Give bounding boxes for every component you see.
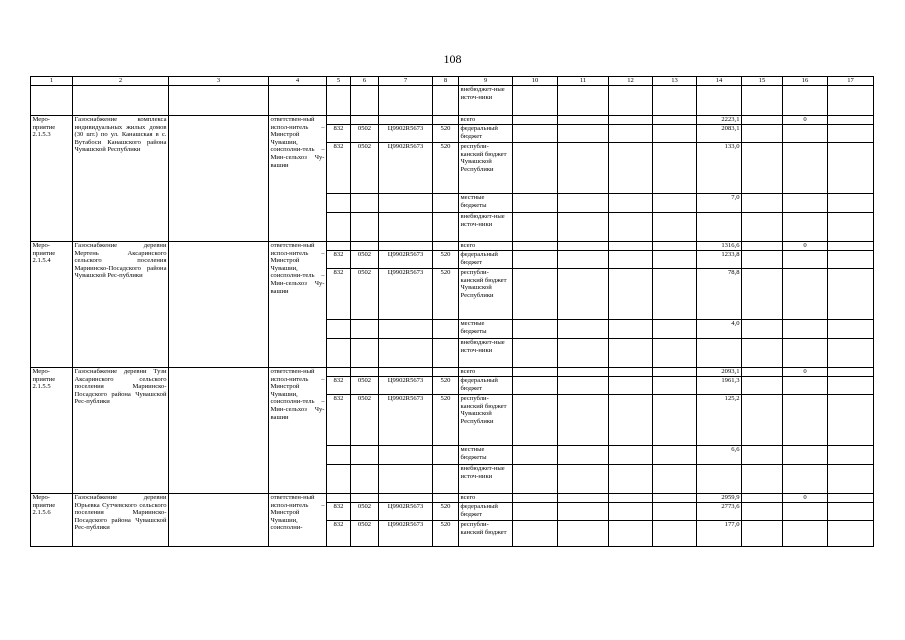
empty-cell [828,194,874,213]
code-expense: 520 [433,503,459,521]
funding-source: всего [459,116,513,125]
empty-cell [513,194,558,213]
empty-cell [513,242,558,251]
funding-source: внебюджет-ные источ-ники [459,339,513,368]
empty-cell [609,521,653,547]
budget-table [30,76,874,547]
empty-cell [828,521,874,547]
empty-cell [828,251,874,269]
empty-cell [742,143,783,194]
empty-cell [379,194,433,213]
column-number: 8 [433,77,459,86]
empty-cell [653,446,697,465]
empty-cell [513,503,558,521]
empty-cell [742,521,783,547]
empty-cell [653,377,697,395]
empty-cell [653,339,697,368]
measure-description: Газоснабжение деревни Тузи Аксаринского сельского поселения Мариинско-Посадского района Чувашской Рес-публики [73,368,169,494]
empty-cell [327,242,351,251]
empty-cell [742,395,783,446]
empty-cell [653,320,697,339]
empty-cell [653,242,697,251]
empty-cell [379,86,433,116]
federal-value: 1961,3 [697,377,742,395]
empty-cell [513,269,558,320]
empty-cell [327,86,351,116]
funding-source: внебюджет-ные источ-ники [459,213,513,242]
empty-cell [351,86,379,116]
column-number: 2 [73,77,169,86]
funding-source: республи-канский бюджет Чувашской Республики [459,395,513,446]
funding-source: местные бюджеты [459,320,513,339]
code-gp: 832 [327,395,351,446]
republic-value: 125,2 [697,395,742,446]
federal-value: 1233,8 [697,251,742,269]
empty-cell [742,377,783,395]
empty-cell [742,213,783,242]
empty-cell [609,116,653,125]
empty-cell [558,503,609,521]
funding-source: республи-канский бюджет Чувашской Республики [459,143,513,194]
funding-source: местные бюджеты [459,194,513,213]
empty-cell [169,242,269,368]
col16-value: 0 [783,242,828,251]
code-gp: 832 [327,143,351,194]
funding-source: республи-канский бюджет Чувашской Республики [459,269,513,320]
empty-cell [169,494,269,547]
column-number: 7 [379,77,433,86]
empty-cell [169,368,269,494]
empty-cell [433,242,459,251]
empty-cell [513,339,558,368]
local-value: 7,0 [697,194,742,213]
column-number: 16 [783,77,828,86]
code-target: Ц9902R5673 [379,125,433,143]
empty-cell [609,377,653,395]
empty-cell [742,465,783,494]
empty-cell [351,116,379,125]
empty-cell [513,116,558,125]
empty-cell [609,194,653,213]
empty-cell [653,368,697,377]
empty-cell [513,125,558,143]
empty-cell [379,213,433,242]
empty-cell [609,125,653,143]
empty-cell [783,503,828,521]
code-gp: 832 [327,377,351,395]
empty-cell [513,251,558,269]
empty-cell [742,242,783,251]
empty-cell [269,86,327,116]
empty-cell [379,116,433,125]
empty-cell [742,320,783,339]
funding-source: федеральный бюджет [459,503,513,521]
empty-cell [828,446,874,465]
measure-label: Меро-приятие 2.1.5.3 [31,116,73,242]
empty-cell [653,213,697,242]
executor: ответствен-ный испол-нитель – Минстрой Чувашии, соисполни-тель – Мин-сельхоз Чу-вашии [269,242,327,368]
empty-cell [327,368,351,377]
empty-cell [783,339,828,368]
empty-cell [697,465,742,494]
empty-cell [351,320,379,339]
table-row [31,86,874,116]
local-value: 4,0 [697,320,742,339]
empty-cell [697,86,742,116]
table-row [31,242,874,251]
empty-cell [742,269,783,320]
empty-cell [351,368,379,377]
empty-cell [653,143,697,194]
code-expense: 520 [433,143,459,194]
empty-cell [653,395,697,446]
empty-cell [783,213,828,242]
empty-cell [558,125,609,143]
executor: ответствен-ный испол-нитель – Минстрой Чувашии, соисполни-тель – Мин-сельхоз Чу-вашии [269,116,327,242]
empty-cell [828,503,874,521]
code-section: 0502 [351,377,379,395]
empty-cell [351,194,379,213]
measure-label: Меро-приятие 2.1.5.6 [31,494,73,547]
empty-cell [783,446,828,465]
column-number: 3 [169,77,269,86]
empty-cell [558,465,609,494]
column-number: 5 [327,77,351,86]
republic-value: 78,8 [697,269,742,320]
empty-cell [653,269,697,320]
empty-cell [558,395,609,446]
empty-cell [609,368,653,377]
empty-cell [513,395,558,446]
funding-source: всего [459,494,513,503]
empty-cell [828,143,874,194]
empty-cell [783,269,828,320]
local-value: 6,6 [697,446,742,465]
empty-cell [558,446,609,465]
empty-cell [558,494,609,503]
empty-cell [513,377,558,395]
column-number: 1 [31,77,73,86]
empty-cell [433,213,459,242]
empty-cell [513,465,558,494]
empty-cell [783,194,828,213]
empty-cell [169,86,269,116]
funding-source: федеральный бюджет [459,377,513,395]
empty-cell [513,213,558,242]
empty-cell [783,395,828,446]
empty-cell [609,251,653,269]
empty-cell [653,521,697,547]
empty-cell [783,125,828,143]
empty-cell [513,143,558,194]
empty-cell [327,194,351,213]
code-section: 0502 [351,125,379,143]
code-target: Ц9902R5673 [379,251,433,269]
empty-cell [379,368,433,377]
empty-cell [433,194,459,213]
empty-cell [433,465,459,494]
column-number: 11 [558,77,609,86]
measure-description: Газоснабжение деревни Мертень Аксаринского сельского поселения Мариинско-Посадского района Чувашской Рес-публики [73,242,169,368]
code-target: Ц9902R5673 [379,377,433,395]
empty-cell [609,395,653,446]
empty-cell [653,116,697,125]
column-number: 15 [742,77,783,86]
empty-cell [558,213,609,242]
empty-cell [558,194,609,213]
empty-cell [31,86,73,116]
empty-cell [828,395,874,446]
empty-cell [828,86,874,116]
column-number: 17 [828,77,874,86]
empty-cell [653,503,697,521]
empty-cell [327,339,351,368]
empty-cell [609,446,653,465]
empty-cell [742,368,783,377]
funding-source: всего [459,242,513,251]
page-number: 108 [443,52,462,66]
column-number: 13 [653,77,697,86]
republic-value: 177,0 [697,521,742,547]
column-number: 4 [269,77,327,86]
empty-cell [351,339,379,368]
measure-label: Меро-приятие 2.1.5.5 [31,368,73,494]
empty-cell [327,446,351,465]
code-section: 0502 [351,395,379,446]
empty-cell [828,494,874,503]
empty-cell [609,269,653,320]
empty-cell [742,194,783,213]
column-number: 14 [697,77,742,86]
code-target: Ц9902R5673 [379,143,433,194]
funding-source: внебюджет-ные источ-ники [459,465,513,494]
empty-cell [513,86,558,116]
empty-cell [742,86,783,116]
funding-source: республи-канский бюджет [459,521,513,547]
code-section: 0502 [351,503,379,521]
empty-cell [558,251,609,269]
federal-value: 2773,6 [697,503,742,521]
republic-value: 133,0 [697,143,742,194]
empty-cell [513,368,558,377]
code-gp: 832 [327,503,351,521]
empty-cell [433,86,459,116]
col16-value: 0 [783,494,828,503]
funding-source: внебюджет-ные источ-ники [459,86,513,116]
code-target: Ц9902R5673 [379,503,433,521]
empty-cell [513,494,558,503]
code-target: Ц9902R5673 [379,521,433,547]
empty-cell [697,213,742,242]
empty-cell [558,242,609,251]
code-section: 0502 [351,521,379,547]
empty-cell [742,251,783,269]
empty-cell [828,465,874,494]
empty-cell [609,465,653,494]
empty-cell [379,446,433,465]
empty-cell [742,503,783,521]
empty-cell [169,116,269,242]
empty-cell [433,320,459,339]
empty-cell [609,86,653,116]
empty-cell [73,86,169,116]
empty-cell [558,116,609,125]
executor: ответствен-ный испол-нитель – Минстрой Чувашии, соисполни-тель – Мин-сельхоз Чу-вашии [269,368,327,494]
empty-cell [783,465,828,494]
empty-cell [327,320,351,339]
empty-cell [433,339,459,368]
table-row [31,494,874,503]
code-gp: 832 [327,269,351,320]
column-number: 9 [459,77,513,86]
empty-cell [609,494,653,503]
column-number: 6 [351,77,379,86]
total-value: 1316,6 [697,242,742,251]
empty-cell [609,339,653,368]
total-value: 2093,1 [697,368,742,377]
empty-cell [697,339,742,368]
empty-cell [742,125,783,143]
total-value: 2223,1 [697,116,742,125]
executor: ответствен-ный испол-нитель – Минстрой Чувашии, соисполни- [269,494,327,547]
empty-cell [783,377,828,395]
code-expense: 520 [433,269,459,320]
empty-cell [351,494,379,503]
empty-cell [783,251,828,269]
empty-cell [653,251,697,269]
empty-cell [379,339,433,368]
empty-cell [513,320,558,339]
empty-cell [828,339,874,368]
empty-cell [433,494,459,503]
empty-cell [828,377,874,395]
empty-cell [351,213,379,242]
empty-cell [558,143,609,194]
measure-description: Газоснабжение деревни Юрьевка Сутчевского сельского поселения Мариинско-Посадского района Чувашской Рес-публики [73,494,169,547]
empty-cell [828,242,874,251]
empty-cell [351,465,379,494]
empty-cell [783,143,828,194]
empty-cell [783,320,828,339]
empty-cell [327,116,351,125]
measure-description: Газоснабжение комплекса индивидуальных жилых домов (30 шт.) по ул. Канашская в с. Вутабоси Канашского района Чувашской Республики [73,116,169,242]
code-gp: 832 [327,251,351,269]
total-value: 2959,9 [697,494,742,503]
code-section: 0502 [351,251,379,269]
funding-source: местные бюджеты [459,446,513,465]
empty-cell [609,320,653,339]
funding-source: федеральный бюджет [459,251,513,269]
code-expense: 520 [433,251,459,269]
code-target: Ц9902R5673 [379,395,433,446]
empty-cell [609,503,653,521]
funding-source: федеральный бюджет [459,125,513,143]
col16-value: 0 [783,116,828,125]
empty-cell [653,125,697,143]
federal-value: 2083,1 [697,125,742,143]
column-number: 12 [609,77,653,86]
empty-cell [742,339,783,368]
empty-cell [783,86,828,116]
empty-cell [558,377,609,395]
empty-cell [379,494,433,503]
empty-cell [558,86,609,116]
header-row [31,77,874,86]
empty-cell [351,446,379,465]
empty-cell [609,213,653,242]
empty-cell [828,320,874,339]
col16-value: 0 [783,368,828,377]
empty-cell [742,116,783,125]
empty-cell [742,494,783,503]
table-row [31,368,874,377]
measure-label: Меро-приятие 2.1.5.4 [31,242,73,368]
empty-cell [513,521,558,547]
empty-cell [558,339,609,368]
empty-cell [653,465,697,494]
empty-cell [379,242,433,251]
empty-cell [351,242,379,251]
empty-cell [558,269,609,320]
empty-cell [558,521,609,547]
empty-cell [828,368,874,377]
empty-cell [609,242,653,251]
empty-cell [433,116,459,125]
empty-cell [828,269,874,320]
empty-cell [828,213,874,242]
empty-cell [653,86,697,116]
funding-source: всего [459,368,513,377]
empty-cell [742,446,783,465]
empty-cell [558,320,609,339]
empty-cell [828,116,874,125]
empty-cell [433,368,459,377]
empty-cell [513,446,558,465]
empty-cell [609,143,653,194]
empty-cell [653,494,697,503]
code-expense: 520 [433,521,459,547]
code-section: 0502 [351,269,379,320]
empty-cell [327,465,351,494]
code-section: 0502 [351,143,379,194]
empty-cell [379,465,433,494]
empty-cell [379,320,433,339]
code-gp: 832 [327,125,351,143]
column-number: 10 [513,77,558,86]
code-expense: 520 [433,377,459,395]
code-expense: 520 [433,395,459,446]
code-gp: 832 [327,521,351,547]
empty-cell [558,368,609,377]
empty-cell [653,194,697,213]
empty-cell [327,213,351,242]
code-target: Ц9902R5673 [379,269,433,320]
empty-cell [433,446,459,465]
empty-cell [828,125,874,143]
code-expense: 520 [433,125,459,143]
empty-cell [327,494,351,503]
table-row [31,116,874,125]
empty-cell [783,521,828,547]
